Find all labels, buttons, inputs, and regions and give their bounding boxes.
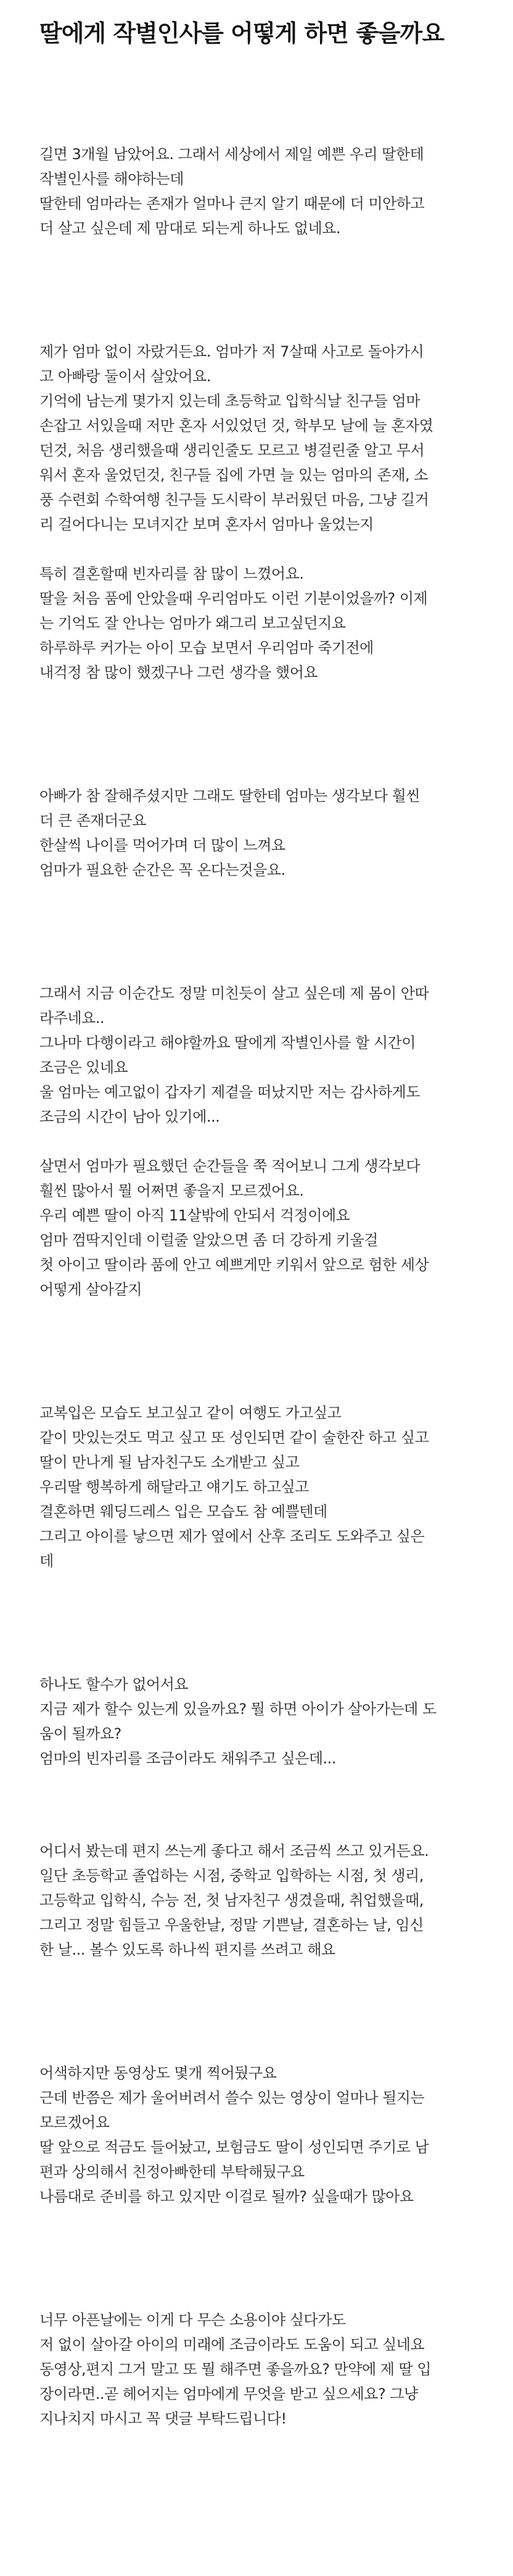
text-line: 고 아빠랑 둘이서 살았어요. xyxy=(39,368,211,385)
text-line: 우리 예쁜 딸이 아직 11살밖에 안되서 걱정이에요 xyxy=(39,1207,350,1224)
text-line: 편과 상의해서 친정아빠한테 부탁해뒀구요 xyxy=(39,2163,305,2180)
text-line: 우리딸 행복하게 해달라고 얘기도 하고싶고 xyxy=(39,1478,309,1496)
text-line: 더 살고 싶은데 제 맘대로 되는게 하나도 없네요. xyxy=(39,220,341,237)
text-line: 던것, 처음 생리했을때 생리인줄도 모르고 병걸린줄 알고 무서 xyxy=(39,442,425,459)
text-line: 한살씩 나이를 먹어가며 더 많이 느껴요 xyxy=(39,837,285,854)
text-line: 살면서 엄마가 필요했던 순간들을 쭉 적어보니 그게 생각보다 xyxy=(39,1158,421,1175)
text-line: 너무 아픈날에는 이게 다 무슨 소용이야 싶다가도 xyxy=(39,2311,346,2329)
paragraph xyxy=(39,142,474,241)
text-line: 딸 앞으로 적금도 들어놨고, 보험금도 딸이 성인되면 주기로 남 xyxy=(39,2139,429,2156)
text-line: 동영상,편지 그거 말고 또 뭘 해주면 좋을까요? 만약에 제 딸 입 xyxy=(39,2361,432,2378)
text-line: 결혼하면 웨딩드레스 입은 모습도 참 예쁠텐데 xyxy=(39,1503,327,1520)
text-line: 딸을 처음 품에 안았을때 우리엄마도 이런 기분이었을까? 이제 xyxy=(39,590,428,607)
text-line: 어색하지만 동영상도 몇개 찍어뒀구요 xyxy=(39,2065,277,2082)
paragraph xyxy=(39,1672,474,1771)
text-line: 조금의 시간이 남아 있기에... xyxy=(39,1108,220,1125)
text-line: 길면 3개월 남았어요. 그래서 세상에서 제일 예쁜 우리 딸한테 xyxy=(39,146,424,163)
text-line: 울 엄마는 예고없이 갑자기 제곁을 떠났지만 저는 감사하게도 xyxy=(39,1083,421,1101)
text-line: 풍 수련회 수학여행 친구들 도시락이 부러웠던 마음, 그냥 길거 xyxy=(39,491,429,508)
paragraph xyxy=(39,561,474,685)
text-line: 어떻게 살아갈지 xyxy=(39,1281,142,1298)
paragraph xyxy=(39,981,474,1129)
text-line: 같이 맛있는것도 먹고 싶고 또 성인되면 같이 술한잔 하고 싶고 xyxy=(39,1429,429,1446)
text-line: 지금 제가 할수 있는게 있을까요? 뭘 하면 아이가 살아가는데 도 xyxy=(39,1700,437,1718)
text-line: 라주네요.. xyxy=(39,1009,104,1027)
post-body xyxy=(39,142,474,2431)
text-line: 고등학교 입학식, 수능 전, 첫 남자친구 생겼을때, 취업했을때, xyxy=(39,1892,424,1909)
text-line: 엄마 껌딱지인데 이럴줄 알았으면 좀 더 강하게 키울걸 xyxy=(39,1232,378,1249)
text-line: 저 없이 살아갈 아이의 미래에 조금이라도 도움이 되고 싶네요 xyxy=(39,2336,425,2353)
text-line: 지나치지 마시고 꼭 댓글 부탁드립니다! xyxy=(39,2410,287,2427)
paragraph xyxy=(39,1154,474,1302)
text-line: 장이라면..곧 헤어지는 엄마에게 무엇을 받고 싶으세요? 그냥 xyxy=(39,2385,418,2403)
text-line: 나름대로 준비를 하고 있지만 이걸로 될까? 싶을때가 많아요 xyxy=(39,2188,414,2205)
text-line: 첫 아이고 딸이라 품에 안고 예쁘게만 키워서 앞으로 험한 세상 xyxy=(39,1256,429,1274)
text-line: 아빠가 참 잘해주셨지만 그래도 딸한테 엄마는 생각보다 훨씬 xyxy=(39,787,421,805)
text-line: 작별인사를 해야하는데 xyxy=(39,170,184,188)
text-line: 그리고 정말 힘들고 우울한날, 정말 기쁜날, 결혼하는 날, 임신 xyxy=(39,1916,424,1934)
text-line: 하나도 할수가 없어서요 xyxy=(39,1676,189,1693)
text-line: 하루하루 커가는 아이 모습 보면서 우리엄마 죽기전에 xyxy=(39,639,374,656)
text-line: 내걱정 참 많이 했겠구나 그런 생각을 했어요 xyxy=(39,664,318,681)
text-line: 어디서 봤는데 편지 쓰는게 좋다고 해서 조금씩 쓰고 있거든요. xyxy=(39,1842,429,1860)
text-line: 손잡고 서있을때 저만 혼자 서있었던 것, 학부모 날에 늘 혼자였 xyxy=(39,417,433,434)
text-line: 조금은 있네요 xyxy=(39,1059,128,1076)
post-title: 딸에게 작별인사를 어떻게 하면 좋을까요 xyxy=(39,20,444,47)
text-line: 그래서 지금 이순간도 정말 미친듯이 살고 싶은데 제 몸이 안따 xyxy=(39,985,429,1002)
text-line: 기억에 남는게 몇가지 있는데 초등학교 입학식날 친구들 엄마 xyxy=(39,392,421,410)
text-line: 근데 반쯤은 제가 울어버려서 쓸수 있는 영상이 얼마나 될지는 xyxy=(39,2089,425,2106)
text-line: 워서 혼자 울었던것, 친구들 집에 가면 늘 있는 엄마의 존재, 소 xyxy=(39,466,428,484)
text-line: 엄마가 필요한 순간은 꼭 온다는것을요. xyxy=(39,861,285,879)
text-line: 리 걸어다니는 모녀지간 보며 혼자서 엄마나 울었는지 xyxy=(39,516,374,533)
text-line: 딸이 만나게 될 남자친구도 소개받고 싶고 xyxy=(39,1454,300,1471)
paragraph xyxy=(39,1401,474,1573)
text-line: 교복입은 모습도 보고싶고 같이 여행도 가고싶고 xyxy=(39,1404,342,1422)
text-line: 그나마 다행이라고 해야할까요 딸에게 작별인사를 할 시간이 xyxy=(39,1034,416,1051)
text-line: 는 기억도 잘 안나는 엄마가 왜그리 보고싶던지요 xyxy=(39,615,346,632)
text-line: 훨씬 많아서 뭘 어쩌면 좋을지 모르겠어요. xyxy=(39,1182,304,1199)
paragraph xyxy=(39,784,474,882)
text-line: 더 큰 존재더군요 xyxy=(39,812,147,829)
paragraph xyxy=(39,1839,474,1962)
text-line: 일단 초등학교 졸업하는 시점, 중학교 입학하는 시점, 첫 생리, xyxy=(39,1867,424,1884)
text-line: 그리고 아이를 낳으면 제가 옆에서 산후 조리도 도와주고 싶은 xyxy=(39,1528,425,1545)
text-line: 움이 될까요? xyxy=(39,1725,121,1742)
text-line: 모르겠어요 xyxy=(39,2114,110,2131)
paragraph xyxy=(39,2308,474,2431)
text-line: 제가 엄마 없이 자랐거든요. 엄마가 저 7살때 사고로 돌아가시 xyxy=(39,343,424,360)
text-line: 한 날... 볼수 있도록 하나씩 편지를 쓰려고 해요 xyxy=(39,1941,335,1958)
text-line: 특히 결혼할때 빈자리를 참 많이 느꼈어요. xyxy=(39,565,304,582)
text-line: 데 xyxy=(39,1552,54,1570)
paragraph xyxy=(39,339,474,537)
paragraph xyxy=(39,2061,474,2209)
text-line: 딸한테 엄마라는 존재가 얼마나 큰지 알기 때문에 더 미안하고 xyxy=(39,195,425,212)
text-line: 엄마의 빈자리를 조금이라도 채워주고 싶은데... xyxy=(39,1750,336,1767)
